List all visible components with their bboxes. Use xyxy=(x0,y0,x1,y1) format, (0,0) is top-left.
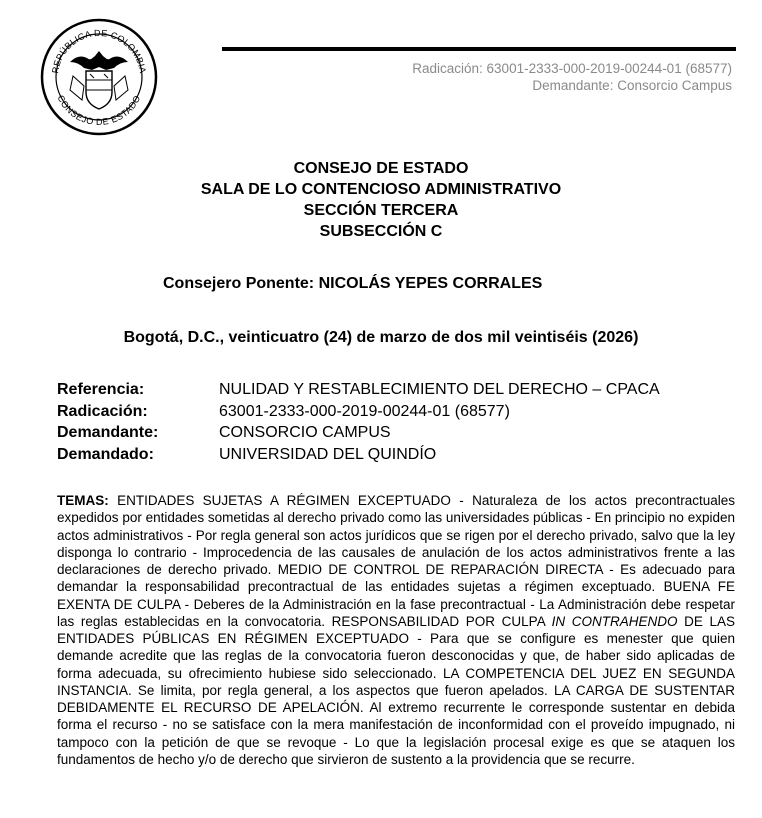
ref-row xyxy=(57,379,660,401)
court-line-2: SALA DE LO CONTENCIOSO ADMINISTRATIVO xyxy=(200,181,562,198)
header-rule xyxy=(222,47,736,51)
court-line-1: CONSEJO DE ESTADO xyxy=(293,160,469,177)
svg-text:CONSEJO DE ESTADO: CONSEJO DE ESTADO xyxy=(55,93,143,128)
court-line-4: SUBSECCIÓN C xyxy=(319,223,443,240)
ref-label: Referencia: xyxy=(57,381,145,398)
court-heading xyxy=(0,158,762,242)
temas-text-2: DE LAS ENTIDADES PÚBLICAS EN RÉGIMEN EXCEPTUADO - Para que se configure es menester que quien demande acredite que las reglas de la convocatoria fueron desconocidas y que, de haber sido aplicadas de forma adecuada, su ofrecimiento hubiese sido seleccionado. LA COMPETENCIA DEL JUEZ EN SEGUNDA INSTANCIA. Se limita, por regla general, a los aspectos que fueron apelados. LA CARGA DE SUSTENTAR DEBIDAMENTE EL RECURSO DE APELACIÓN. Al extremo recurrente le corresponde sustentar en debida forma el recurso - no se satisface con la mera manifestación de inconformidad con el proveído impugnado, ni tampoco con la petición de que se revoque - Lo que la legislación procesal exige es que se ataquen los fundamentos de hecho y/o de derecho que sirvieron de sustento a la providencia que se recurre. xyxy=(57,613,735,767)
date-line: Bogotá, D.C., veinticuatro (24) de marzo de dos mil veintiséis (2026) xyxy=(123,329,639,346)
ponente-line xyxy=(163,275,542,293)
ref-label: Radicación: xyxy=(57,402,148,420)
ref-value: UNIVERSIDAD DEL QUINDÍO xyxy=(219,445,437,463)
temas-italic: IN CONTRAHENDO xyxy=(551,613,678,629)
ref-value: CONSORCIO CAMPUS xyxy=(219,424,391,441)
temas-text-1: ENTIDADES SUJETAS A RÉGIMEN EXCEPTUADO - Naturaleza de los actos precontractuales expedidos por entidades sometidas al derecho privado como las universidades públicas - En principio no expiden actos administrativos - Por regla general son actos jurídicos que se rigen por el derecho privado, salvo que la ley disponga lo contrario - Improcedencia de las causales de anulación de los actos administrativos frente a las declaraciones de derecho privado. MEDIO DE CONTROL DE REPARACIÓN DIRECTA - Es adecuado para demandar la responsabilidad precontractual de las entidades sujetas a régimen exceptuado. BUENA FE EXENTA DE CULPA - Deberes de la Administración en la fase precontractual - La Administración debe respetar las reglas establecidas en la convocatoria. RESPONSABILIDAD POR CULPA xyxy=(57,493,735,629)
court-line-3: SECCIÓN TERCERA xyxy=(303,202,459,219)
ref-row xyxy=(57,401,660,423)
ponente-label: Consejero Ponente: xyxy=(163,275,319,292)
reference-table xyxy=(57,379,660,465)
header-radicacion: Radicación: 63001-2333-000-2019-00244-01 (68577) xyxy=(412,61,732,76)
temas-paragraph xyxy=(57,492,735,768)
ref-row xyxy=(57,422,660,444)
temas-label: TEMAS: xyxy=(57,493,109,508)
ref-row xyxy=(57,444,660,466)
ponente-name: NICOLÁS YEPES CORRALES xyxy=(318,275,543,292)
ref-value: 63001-2333-000-2019-00244-01 (68577) xyxy=(219,402,510,420)
ref-label: Demandado: xyxy=(57,445,154,463)
svg-text:REPÚBLICA DE COLOMBIA: REPÚBLICA DE COLOMBIA xyxy=(50,27,148,75)
coat-of-arms-seal xyxy=(40,18,158,136)
case-header xyxy=(412,60,732,94)
ref-label: Demandante: xyxy=(57,424,159,441)
header-demandante: Demandante: Consorcio Campus xyxy=(532,78,732,93)
ref-value: NULIDAD Y RESTABLECIMIENTO DEL DERECHO – CPACA xyxy=(219,381,660,398)
